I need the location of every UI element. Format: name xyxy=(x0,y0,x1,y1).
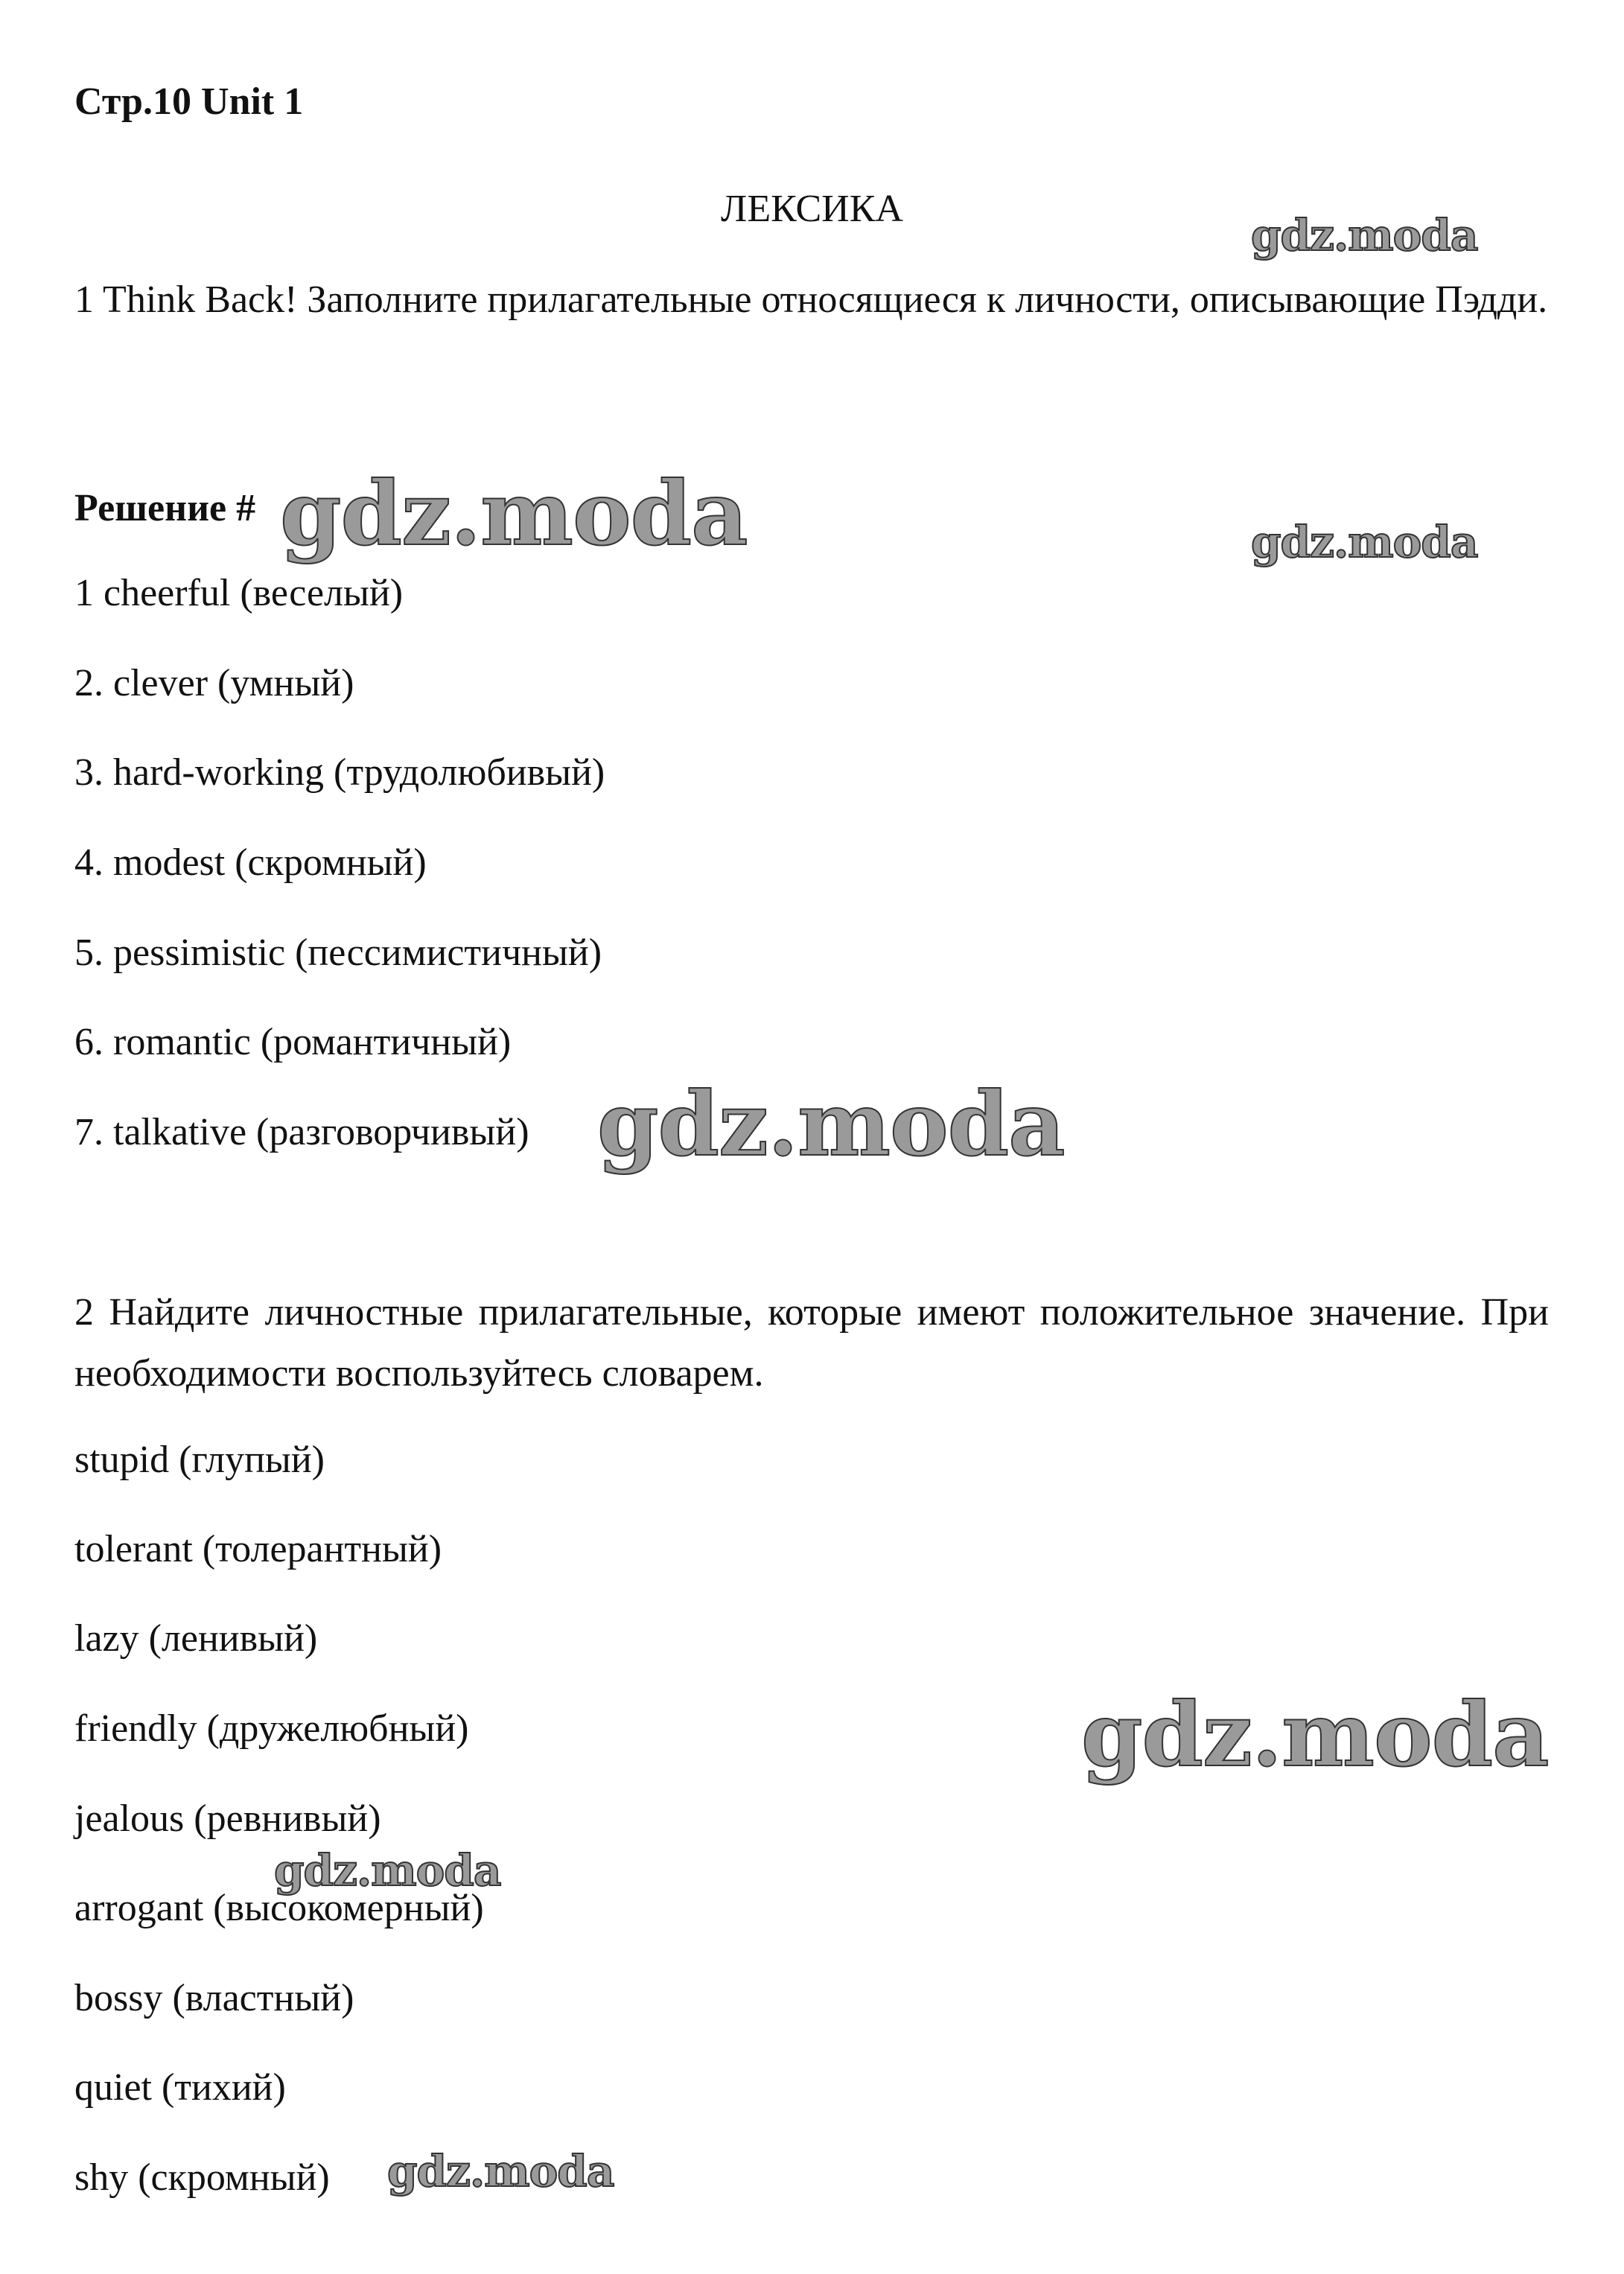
word-item: stupid (глупый) xyxy=(74,1439,325,1481)
word-item: tolerant (толерантный) xyxy=(74,1528,442,1570)
answer-item: 2. clever (умный) xyxy=(74,662,354,704)
answer-item: 7. talkative (разговорчивый) xyxy=(74,1111,529,1153)
answer-item: 5. pessimistic (пессимистичный) xyxy=(74,931,602,974)
section-heading: ЛЕКСИКА xyxy=(721,188,903,230)
watermark: gdz.moda xyxy=(280,462,748,565)
solution-label: Решение # xyxy=(74,487,256,529)
watermark: gdz.moda xyxy=(597,1072,1065,1176)
answer-item: 4. modest (скромный) xyxy=(74,841,427,884)
task2-prompt: 2 Найдите личностные прилагательные, которые имеют положительное значение. При необходимости воспользуйтесь словарем. xyxy=(74,1291,1549,1395)
watermark: gdz.moda xyxy=(1251,210,1478,261)
task1-prompt: 1 Think Back! Заполните прилагательные относящиеся к личности, описывающие Пэдди. xyxy=(74,278,1548,321)
word-item: jealous (ревнивый) xyxy=(74,1797,381,1840)
word-item: bossy (властный) xyxy=(74,1977,354,2019)
word-item: friendly (дружелюбный) xyxy=(74,1707,469,1750)
answer-item: 6. romantic (романтичный) xyxy=(74,1021,512,1063)
word-item: lazy (ленивый) xyxy=(74,1617,318,1660)
word-item: quiet (тихий) xyxy=(74,2066,286,2109)
answer-item: 1 cheerful (веселый) xyxy=(74,572,404,614)
answer-item: 3. hard-working (трудолюбивый) xyxy=(74,751,605,794)
watermark: gdz.moda xyxy=(1251,517,1478,567)
word-item: shy (скромный) xyxy=(74,2156,330,2199)
word-item: arrogant (высокомерный) xyxy=(74,1887,484,1929)
page-title: Стр.10 Unit 1 xyxy=(74,80,304,123)
watermark: gdz.moda xyxy=(274,1845,501,1896)
watermark: gdz.moda xyxy=(1081,1683,1549,1786)
watermark: gdz.moda xyxy=(387,2146,614,2197)
